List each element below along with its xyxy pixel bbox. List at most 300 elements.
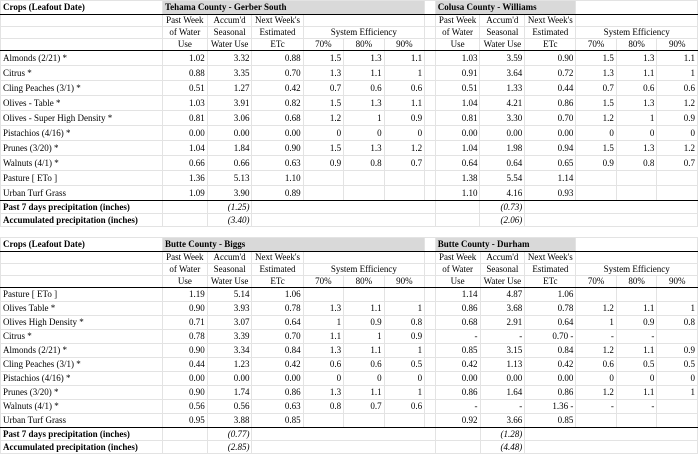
value-cell: 1.5: [576, 51, 616, 66]
value-cell: [576, 171, 616, 186]
precipitation-value: (4.48): [480, 441, 525, 454]
value-cell: [344, 414, 384, 428]
value-cell: 0.51: [162, 81, 207, 96]
value-cell: 0.86: [435, 302, 480, 316]
gap-cell: [425, 344, 436, 358]
blank-cell: [435, 428, 480, 441]
value-cell: 1.3: [303, 302, 343, 316]
system-efficiency-label: System Efficiency: [303, 264, 425, 276]
value-cell: 1.5: [576, 141, 616, 156]
value-cell: [384, 288, 425, 302]
value-cell: 1: [616, 111, 656, 126]
value-cell: 1.5: [303, 96, 343, 111]
value-cell: 0.7: [576, 81, 616, 96]
value-cell: 3.93: [207, 302, 252, 316]
value-cell: 3.30: [480, 111, 525, 126]
value-cell: 3.35: [207, 66, 252, 81]
crop-name: Urban Turf Grass: [1, 186, 163, 201]
value-cell: 1.3: [576, 66, 616, 81]
crop-name: Olives High Density *: [1, 316, 163, 330]
value-cell: [384, 414, 425, 428]
gap-cell: [425, 358, 436, 372]
col-header: Next Week's: [252, 15, 303, 27]
value-cell: [344, 171, 384, 186]
value-cell: 1.03: [162, 96, 207, 111]
gap-cell: [425, 81, 436, 96]
header-spacer: [1, 252, 163, 264]
col-header: Accum'd: [480, 15, 525, 27]
crop-name: Almonds (2/21) *: [1, 51, 163, 66]
table-row: [1, 288, 698, 302]
value-cell: 1.2: [576, 111, 616, 126]
value-cell: 1.1: [344, 344, 384, 358]
value-cell: 0.70 -: [525, 330, 576, 344]
gap-cell: [425, 276, 436, 288]
col-header: Water Use: [207, 276, 252, 288]
value-cell: 1: [344, 111, 384, 126]
value-cell: 0.63: [252, 400, 303, 414]
blank-cell: [162, 214, 207, 227]
crop-name: Cling Peaches (3/1) *: [1, 358, 163, 372]
blank-cell: [576, 1, 698, 15]
value-cell: 0.86: [525, 96, 576, 111]
efficiency-header: 70%: [576, 39, 616, 51]
value-cell: 0.9: [616, 316, 656, 330]
precipitation-label: Accumulated precipitation (inches): [1, 441, 163, 454]
blank-cell: [576, 238, 698, 252]
gap-cell: [425, 141, 436, 156]
header-spacer: [1, 27, 163, 39]
value-cell: 1.3: [303, 386, 343, 400]
col-header: Water Use: [480, 39, 525, 51]
value-cell: 1.3: [344, 141, 384, 156]
value-cell: 0.7: [303, 81, 343, 96]
value-cell: 0.90: [162, 386, 207, 400]
blank-cell: [162, 428, 207, 441]
table-row: [1, 81, 698, 96]
value-cell: [303, 288, 343, 302]
value-cell: 0.65: [525, 156, 576, 171]
value-cell: 0.89: [252, 186, 303, 201]
value-cell: 0.85: [525, 414, 576, 428]
gap-cell: [425, 400, 436, 414]
value-cell: 0.9: [344, 316, 384, 330]
value-cell: 1.02: [162, 51, 207, 66]
table-row: [1, 414, 698, 428]
value-cell: 3.06: [207, 111, 252, 126]
precipitation-label: Accumulated precipitation (inches): [1, 214, 163, 227]
value-cell: 0.00: [525, 372, 576, 386]
value-cell: 3.64: [480, 66, 525, 81]
value-cell: [616, 186, 656, 201]
col-header: Estimated: [525, 27, 576, 39]
value-cell: 0.85: [252, 414, 303, 428]
efficiency-header: 80%: [344, 276, 384, 288]
value-cell: 1.1: [657, 51, 698, 66]
value-cell: 1.2: [657, 96, 698, 111]
value-cell: 1.3: [344, 96, 384, 111]
header-spacer: [1, 39, 163, 51]
value-cell: 0.51: [435, 81, 480, 96]
value-cell: [384, 171, 425, 186]
value-cell: 1.3: [303, 344, 343, 358]
precipitation-label: Past 7 days precipitation (inches): [1, 201, 163, 214]
value-cell: -: [616, 330, 656, 344]
col-header: Next Week's: [252, 252, 303, 264]
table-row: [1, 156, 698, 171]
value-cell: 0.9: [576, 156, 616, 171]
value-cell: 0.9: [384, 111, 425, 126]
value-cell: 0.90: [252, 141, 303, 156]
system-efficiency-label: System Efficiency: [576, 27, 698, 39]
value-cell: -: [480, 400, 525, 414]
value-cell: 0: [344, 126, 384, 141]
value-cell: 0.64: [525, 316, 576, 330]
crop-name: Prunes (3/20) *: [1, 386, 163, 400]
value-cell: 1.04: [162, 141, 207, 156]
value-cell: 0.7: [344, 400, 384, 414]
value-cell: [657, 330, 698, 344]
value-cell: 2.91: [480, 316, 525, 330]
table-row: [1, 96, 698, 111]
value-cell: 1.10: [435, 186, 480, 201]
value-cell: 0.70: [252, 330, 303, 344]
value-cell: 0.91: [435, 66, 480, 81]
col-header: Accum'd: [480, 252, 525, 264]
value-cell: 0: [576, 126, 616, 141]
gap-cell: [425, 288, 436, 302]
value-cell: 1.3: [616, 51, 656, 66]
value-cell: 0.78: [252, 302, 303, 316]
value-cell: 0.9: [657, 344, 698, 358]
value-cell: 0.90: [525, 51, 576, 66]
value-cell: 0.90: [162, 302, 207, 316]
value-cell: 0.42: [252, 358, 303, 372]
value-cell: 1.2: [657, 141, 698, 156]
value-cell: 0.5: [384, 358, 425, 372]
blank-cell: [252, 441, 435, 454]
gap-cell: [425, 96, 436, 111]
value-cell: 1.84: [207, 141, 252, 156]
value-cell: 1: [384, 386, 425, 400]
value-cell: 0.44: [162, 358, 207, 372]
crop-name: Olives - Table *: [1, 96, 163, 111]
value-cell: 0.95: [162, 414, 207, 428]
value-cell: 1.06: [252, 288, 303, 302]
butte-table: [0, 237, 698, 454]
gap-cell: [425, 316, 436, 330]
value-cell: [303, 414, 343, 428]
value-cell: 1.33: [480, 81, 525, 96]
value-cell: 1.98: [480, 141, 525, 156]
value-cell: 0.00: [207, 372, 252, 386]
value-cell: 1: [576, 316, 616, 330]
value-cell: 0.8: [657, 316, 698, 330]
value-cell: 0.72: [525, 66, 576, 81]
efficiency-header: 80%: [616, 276, 656, 288]
efficiency-header: 70%: [303, 276, 343, 288]
value-cell: 1.74: [207, 386, 252, 400]
gap-cell: [425, 302, 436, 316]
value-cell: 1.19: [162, 288, 207, 302]
region-a-title: Tehama County - Gerber South: [162, 1, 424, 15]
col-header: Seasonal: [207, 27, 252, 39]
col-header: ETc: [252, 276, 303, 288]
value-cell: 1.2: [576, 386, 616, 400]
value-cell: 0.00: [252, 372, 303, 386]
value-cell: 0.81: [435, 111, 480, 126]
gap-cell: [425, 372, 436, 386]
crop-name: Cling Peaches (3/1) *: [1, 81, 163, 96]
table-row: [1, 66, 698, 81]
value-cell: 3.39: [207, 330, 252, 344]
value-cell: -: [576, 330, 616, 344]
value-cell: 1.2: [384, 141, 425, 156]
value-cell: 1: [384, 302, 425, 316]
value-cell: 0.9: [657, 111, 698, 126]
value-cell: 1: [384, 344, 425, 358]
value-cell: -: [435, 330, 480, 344]
value-cell: 0.6: [657, 81, 698, 96]
value-cell: 0.8: [344, 156, 384, 171]
crop-name: Pasture [ ETo ]: [1, 288, 163, 302]
crop-name: Pasture [ ETo ]: [1, 171, 163, 186]
gap-cell: [425, 51, 436, 66]
value-cell: 0.86: [252, 386, 303, 400]
blank-cell: [252, 428, 435, 441]
value-cell: [576, 186, 616, 201]
col-header: Use: [435, 39, 480, 51]
value-cell: 0: [344, 372, 384, 386]
value-cell: 0.44: [525, 81, 576, 96]
blank-cell: [525, 201, 698, 214]
blank-cell: [525, 214, 698, 227]
value-cell: 0.84: [525, 344, 576, 358]
value-cell: 0.8: [616, 156, 656, 171]
value-cell: 1.04: [435, 141, 480, 156]
crop-name: Pistachios (4/16) *: [1, 126, 163, 141]
value-cell: 0.6: [384, 400, 425, 414]
value-cell: 0.42: [525, 358, 576, 372]
value-cell: 0: [657, 126, 698, 141]
value-cell: 0.93: [525, 186, 576, 201]
blank-cell: [303, 15, 425, 27]
value-cell: 1.2: [576, 302, 616, 316]
crops-header: Crops (Leafout Date): [1, 1, 163, 15]
col-header: of Water: [435, 27, 480, 39]
gap-cell: [425, 264, 436, 276]
value-cell: 1: [303, 316, 343, 330]
value-cell: 1.14: [525, 171, 576, 186]
value-cell: [657, 414, 698, 428]
precipitation-value: (3.40): [207, 214, 252, 227]
gap-cell: [425, 66, 436, 81]
value-cell: 1.5: [303, 141, 343, 156]
value-cell: 1.1: [344, 302, 384, 316]
blank-cell: [252, 214, 435, 227]
value-cell: 1: [657, 66, 698, 81]
value-cell: [657, 400, 698, 414]
precipitation-value: (0.77): [207, 428, 252, 441]
table-row: [1, 111, 698, 126]
blank-cell: [162, 201, 207, 214]
precipitation-value: (1.28): [480, 428, 525, 441]
value-cell: 0.64: [252, 316, 303, 330]
value-cell: 0: [303, 372, 343, 386]
value-cell: 0.5: [616, 358, 656, 372]
gap-cell: [425, 39, 436, 51]
blank-cell: [252, 201, 435, 214]
gap-cell: [425, 27, 436, 39]
value-cell: 0.66: [207, 156, 252, 171]
table-row: [1, 386, 698, 400]
value-cell: [657, 288, 698, 302]
value-cell: 0.86: [525, 386, 576, 400]
value-cell: 0.6: [616, 81, 656, 96]
crop-name: Walnuts (4/1) *: [1, 156, 163, 171]
blank-cell: [576, 15, 698, 27]
table-row: [1, 400, 698, 414]
gap-cell: [425, 330, 436, 344]
value-cell: [384, 186, 425, 201]
col-header: Accum'd: [207, 15, 252, 27]
value-cell: [576, 288, 616, 302]
value-cell: 3.66: [480, 414, 525, 428]
value-cell: 1.1: [384, 51, 425, 66]
value-cell: 1.64: [480, 386, 525, 400]
value-cell: 3.68: [480, 302, 525, 316]
value-cell: 0.88: [252, 51, 303, 66]
crops-header: Crops (Leafout Date): [1, 238, 163, 252]
value-cell: 1.1: [384, 96, 425, 111]
value-cell: 0.90: [162, 344, 207, 358]
col-header: Estimated: [252, 264, 303, 276]
gap-cell: [425, 238, 436, 252]
value-cell: 1.1: [616, 386, 656, 400]
col-header: Seasonal: [480, 27, 525, 39]
value-cell: 1.1: [344, 386, 384, 400]
crop-name: Citrus *: [1, 330, 163, 344]
crop-name: Walnuts (4/1) *: [1, 400, 163, 414]
efficiency-header: 90%: [657, 39, 698, 51]
value-cell: 0: [384, 372, 425, 386]
value-cell: 1.3: [344, 51, 384, 66]
value-cell: 1: [657, 302, 698, 316]
value-cell: 0.68: [435, 316, 480, 330]
col-header: Past Week: [162, 15, 207, 27]
value-cell: 0: [303, 126, 343, 141]
value-cell: 3.34: [207, 344, 252, 358]
value-cell: 4.87: [480, 288, 525, 302]
value-cell: 0.6: [303, 358, 343, 372]
col-header: Next Week's: [525, 15, 576, 27]
crop-name: Urban Turf Grass: [1, 414, 163, 428]
gap-cell: [425, 186, 436, 201]
value-cell: 0.00: [162, 372, 207, 386]
table-row: [1, 344, 698, 358]
value-cell: 0.00: [525, 126, 576, 141]
value-cell: 0.6: [384, 81, 425, 96]
crop-name: Citrus *: [1, 66, 163, 81]
value-cell: 0.88: [162, 66, 207, 81]
col-header: Next Week's: [525, 252, 576, 264]
table-row: [1, 171, 698, 186]
col-header: Use: [162, 276, 207, 288]
value-cell: 0.78: [162, 330, 207, 344]
value-cell: 0: [384, 126, 425, 141]
header-spacer: [1, 276, 163, 288]
value-cell: 1.5: [303, 51, 343, 66]
region-b-title: Butte County - Durham: [435, 238, 576, 252]
system-efficiency-label: System Efficiency: [303, 27, 425, 39]
value-cell: 1.1: [616, 344, 656, 358]
blank-cell: [162, 441, 207, 454]
value-cell: 0.7: [384, 156, 425, 171]
region-a-title: Butte County - Biggs: [162, 238, 424, 252]
value-cell: 0.56: [207, 400, 252, 414]
value-cell: 1.23: [207, 358, 252, 372]
value-cell: 1.03: [435, 51, 480, 66]
value-cell: 0.71: [162, 316, 207, 330]
value-cell: 1.38: [435, 171, 480, 186]
value-cell: 0.70: [525, 111, 576, 126]
value-cell: 3.32: [207, 51, 252, 66]
gap-cell: [425, 414, 436, 428]
col-header: ETc: [252, 39, 303, 51]
value-cell: [303, 171, 343, 186]
blank-cell: [525, 441, 698, 454]
value-cell: 1.27: [207, 81, 252, 96]
efficiency-header: 90%: [384, 276, 425, 288]
value-cell: 4.21: [480, 96, 525, 111]
value-cell: [576, 414, 616, 428]
col-header: Estimated: [252, 27, 303, 39]
table-row: [1, 141, 698, 156]
value-cell: 0.9: [303, 156, 343, 171]
value-cell: 1.06: [525, 288, 576, 302]
value-cell: 0.42: [252, 81, 303, 96]
value-cell: 0.00: [480, 372, 525, 386]
value-cell: 1.10: [252, 171, 303, 186]
value-cell: 0.8: [384, 316, 425, 330]
value-cell: 1.04: [435, 96, 480, 111]
value-cell: -: [480, 330, 525, 344]
efficiency-header: 70%: [576, 276, 616, 288]
value-cell: 1.14: [435, 288, 480, 302]
value-cell: 0.6: [344, 358, 384, 372]
efficiency-header: 90%: [384, 39, 425, 51]
precipitation-value: (1.25): [207, 201, 252, 214]
gap-cell: [425, 111, 436, 126]
value-cell: 0.94: [525, 141, 576, 156]
gap-cell: [425, 1, 436, 15]
value-cell: 1.36 -: [525, 400, 576, 414]
col-header: Use: [435, 276, 480, 288]
value-cell: [303, 186, 343, 201]
header-spacer: [1, 264, 163, 276]
table-row: [1, 358, 698, 372]
value-cell: -: [576, 400, 616, 414]
table-row: [1, 186, 698, 201]
value-cell: [657, 186, 698, 201]
table-row: [1, 302, 698, 316]
efficiency-header: 90%: [657, 276, 698, 288]
value-cell: 0.8: [303, 400, 343, 414]
gap-cell: [425, 386, 436, 400]
efficiency-header: 70%: [303, 39, 343, 51]
value-cell: 1: [344, 330, 384, 344]
value-cell: 3.59: [480, 51, 525, 66]
